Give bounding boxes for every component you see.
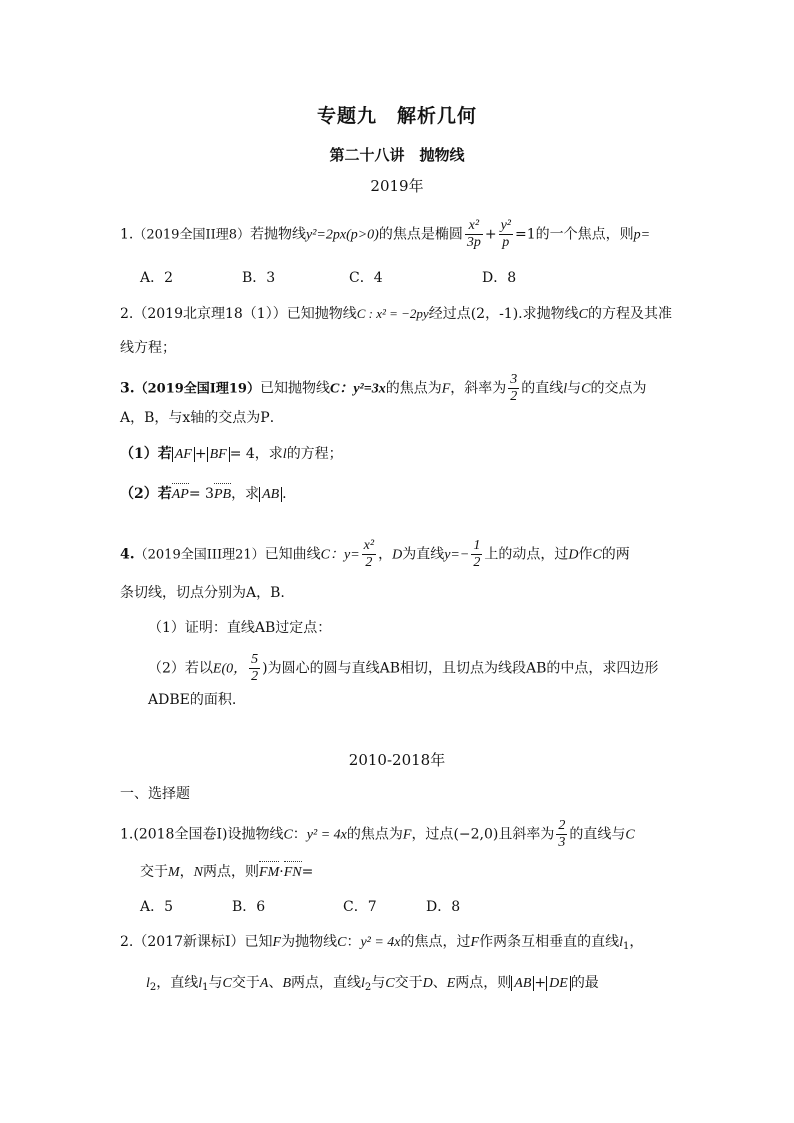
q1-source: （2019全国II理8） bbox=[133, 227, 250, 243]
section-heading-choice: 一、选择题 bbox=[120, 786, 190, 802]
q3-slope-fraction: $\frac{3}{2}$ bbox=[510, 372, 518, 404]
q4-curve-fraction: $\frac{\text{x²}}{2}$ bbox=[363, 538, 375, 570]
page-subtitle: 第二十八讲 抛物线 bbox=[329, 146, 465, 164]
r1-option-d: D．8 bbox=[426, 899, 461, 915]
question-3-line-2: A，B，与x轴的交点为P． bbox=[120, 410, 284, 426]
r1-option-a: A．5 bbox=[140, 899, 174, 915]
review-question-1-line-2: 交于M，N两点，则FM·FN= bbox=[140, 862, 313, 883]
q1-option-c: C．4 bbox=[349, 270, 383, 286]
year-heading-2019: 2019年 bbox=[370, 177, 424, 195]
r1-option-b: B．6 bbox=[232, 899, 266, 915]
q1-option-a: A．2 bbox=[140, 270, 174, 286]
page-title: 专题九 解析几何 bbox=[316, 105, 477, 127]
question-4-line-2: 条切线，切点分别为A，B. bbox=[120, 585, 285, 601]
question-3-part-2: （2）若AP= 3PB，求 AB . bbox=[120, 484, 287, 505]
question-2-line-2: 线方程； bbox=[120, 340, 176, 356]
q1-option-b: B．3 bbox=[242, 270, 276, 286]
review-question-1-line-1: 1.(2018全国卷Ⅰ)设抛物线C：y² = 4x的焦点为F，过点(−2,0)且斜率为 $\frac{2}{3}$ 的直线与C bbox=[120, 818, 635, 850]
question-4-line-1: 4.（2019全国III理21）已知曲线C：y= $\frac{\text{x²}}{2}$ ，D为直线y=− $\frac{1}{2}$ 上的动点，过D作C的两 bbox=[120, 538, 630, 570]
question-4-part-1: （1）证明：直线AB过定点： bbox=[148, 620, 332, 636]
r1-option-c: C．7 bbox=[343, 899, 377, 915]
q1-option-d: D．8 bbox=[482, 270, 517, 286]
question-1: 1.（2019全国II理8）若抛物线y²=2px(p>0)的焦点是椭圆 $\frac{\text{x²}}{3p}$ + $\frac{\text{y²}}{p}$ =1的一个焦点，则p= bbox=[120, 218, 651, 250]
question-3-line-1: 3.（2019全国I理19）已知抛物线C：y²=3x的焦点为F，斜率为 $\frac{3}{2}$ 的直线l与C的交点为 bbox=[120, 372, 647, 404]
r1-slope-fraction: $\frac{2}{3}$ bbox=[558, 818, 566, 850]
question-4-part-2-line-2: ADBE的面积. bbox=[148, 692, 237, 708]
question-3-part-1: （1）若 AF + BF = 4，求l的方程； bbox=[120, 446, 343, 462]
q4-center-fraction: $\frac{5}{2}$ bbox=[251, 652, 259, 684]
q1-fraction-1: $\frac{\text{x²}}{3p}$ bbox=[466, 218, 481, 250]
question-2-line-1: 2.（2019北京理18（1））已知抛物线C : x² = −2py经过点(2，-1).求抛物线C的方程及其准 bbox=[120, 306, 672, 322]
review-question-2-line-2: $l_2$，直线$l_1$与C交于A、B两点，直线$l_2$与C交于D、E两点，则 AB + DE 的最 bbox=[146, 975, 599, 993]
question-4-part-2: （2）若以E(0， $\frac{5}{2}$ )为圆心的圆与直线AB相切，且切点为线段AB的中点，求四边形 bbox=[148, 652, 659, 684]
review-question-2-line-1: 2.（2017新课标Ⅰ）已知F为抛物线C：y² = 4x的焦点，过F作两条互相垂直的直线$l_1$， bbox=[120, 934, 644, 952]
year-heading-2010-2018: 2010-2018年 bbox=[348, 751, 446, 769]
q4-line-fraction: $\frac{1}{2}$ bbox=[473, 538, 481, 570]
q1-fraction-2: $\frac{\text{y²}}{p}$ bbox=[500, 218, 511, 250]
